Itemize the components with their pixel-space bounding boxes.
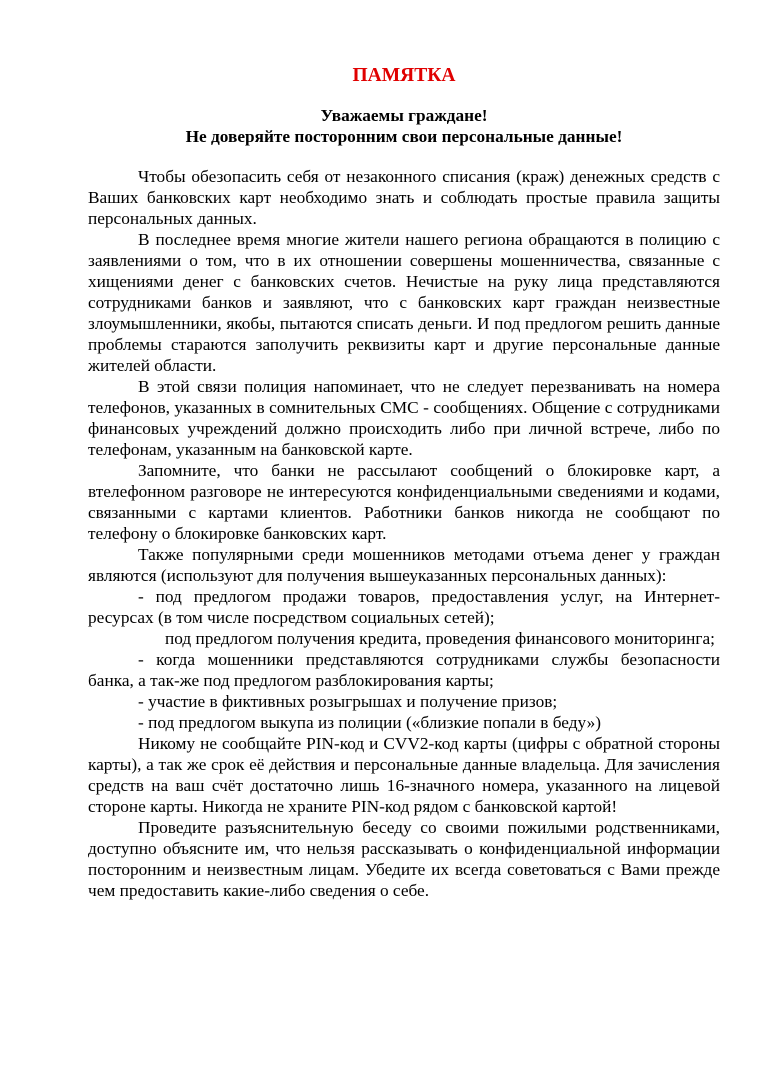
memo-document bbox=[88, 64, 720, 901]
page-title: ПАМЯТКА bbox=[352, 65, 456, 86]
paragraph-situation: В последнее время многие жители нашего региона обращаются в полицию с заявлениями о том, что в их отношении совершены мошенничества, связанные с хищениями денег с банковских счетов. Нечистые на руку лица представляются сотрудниками банков и заявляют, что с банковских карт граждан неизвестные злоумышленники, якобы, пытаются списать деньги. И под предлогом решить данные проблемы стараются заполучить реквизиты карт и другие персональные данные жителей области. bbox=[88, 230, 720, 375]
paragraph-banks-note: Запомните, что банки не рассылают сообщений о блокировке карт, а втелефонном разговоре не интересуются конфиденциальными сведениями и кодами, связанными с картами клиентов. Работники банков никогда не сообщают по телефону о блокировке банковских карт. bbox=[88, 461, 720, 543]
paragraph-relatives: Проведите разъяснительную беседу со своими пожилыми родственниками, доступно объясните им, что нельзя рассказывать о конфиденциальной информации посторонним и неизвестным лицам. Убедите их всегда советоваться с Вами прежде чем предоставить какие-либо сведения о себе. bbox=[88, 818, 720, 900]
paragraph-intro: Чтобы обезопасить себя от незаконного списания (краж) денежных средств с Ваших банковских карт необходимо знать и соблюдать простые правила защиты персональных данных. bbox=[88, 167, 720, 228]
list-item-internet: - под предлогом продажи товаров, предоставления услуг, на Интернет-ресурсах (в том числе посредством социальных сетей); bbox=[88, 587, 720, 627]
list-item-security-service: - когда мошенники представляются сотрудниками службы безопасности банка, а так-же под предлогом разблокирования карты; bbox=[88, 650, 720, 690]
paragraph-pin-warning: Никому не сообщайте PIN-код и CVV2-код карты (цифры с обратной стороны карты), а так же срок её действия и персональные данные владельца. Для зачисления средств на ваш счёт достаточно лишь 16-значного номера, указанного на лицевой стороне карты. Никогда не храните PIN-код рядом с банковской картой! bbox=[88, 734, 720, 816]
greeting-line: Уважаемы граждане! bbox=[320, 106, 488, 125]
list-item-ransom: - под предлогом выкупа из полиции («близкие попали в беду») bbox=[138, 713, 601, 732]
list-item-prizes: - участие в фиктивных розыгрышах и получение призов; bbox=[138, 692, 558, 711]
warning-line: Не доверяйте посторонним свои персональные данные! bbox=[185, 127, 623, 146]
paragraph-methods-intro: Также популярными среди мошенников методами отъема денег у граждан являются (используют для получения вышеуказанных персональных данных): bbox=[88, 545, 720, 585]
list-item-credit: под предлогом получения кредита, проведения финансового мониторинга; bbox=[165, 629, 715, 648]
subtitle-block bbox=[88, 105, 720, 147]
paragraph-police-advice: В этой связи полиция напоминает, что не следует перезванивать на номера телефонов, указанных в сомнительных СМС - сообщениях. Общение с сотрудниками финансовых учреждений должно происходить либо при личной встрече, либо по телефонам, указанным на банковской карте. bbox=[88, 377, 720, 459]
